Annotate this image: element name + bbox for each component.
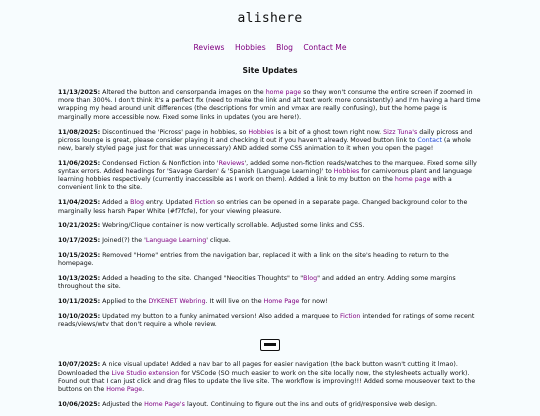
entry-text: for VSCode (SO much easier to work on the site locally now, the stylesheets actually work). Found out that I can just click and drag files to update the live site. The workflow is improving!!! Added some mouseover text to the buttons on the [58,369,476,393]
entry-date: 11/13/2025: [58,89,101,96]
site-title[interactable]: alishere [237,11,303,26]
entry-date: 10/06/2025: [58,400,101,408]
entry-text: Removed "Home" entries from the navigation bar, replaced it with a link on the site's heading to return to the homepage. [58,252,449,268]
blog-link[interactable]: Blog [303,275,318,283]
update-entry [58,129,482,154]
entry-text: with a convenient link to the site. [58,176,452,192]
entry-text: Applied to the [100,298,149,306]
page [0,11,540,409]
entry-text: " and added an entry. Adding some margins throughout the site. [58,275,456,291]
entry-date: 10/21/2025: [58,222,101,230]
entry-date: 11/04/2025: [58,199,101,207]
entry-date: 10/13/2025: [58,275,101,283]
entry-text: Adjusted the [100,400,145,408]
update-entry [58,199,482,215]
home-page-link[interactable]: home page [265,89,302,96]
nav-hobbies-link[interactable]: Hobbies [234,43,266,52]
update-entry [58,313,482,329]
entry-text: Added a [100,199,131,207]
hobbies-link[interactable]: Hobbies [333,168,360,175]
nav-blog-link[interactable]: Blog [276,43,293,52]
entry-text: Condensed Fiction & Nonfiction into ' [100,159,219,167]
hobbies-link[interactable]: Hobbies [248,128,274,136]
entry-text: for now! [299,298,328,306]
home-page-link[interactable]: Home Page's [144,400,185,408]
entry-date: 10/11/2025: [58,298,101,306]
update-entry [58,252,482,268]
update-entry [58,160,482,193]
entry-text: intended for ratings of some recent reads/views/wtv that don't require a whole review. [58,313,475,329]
entry-date: 10/07/2025: [58,361,101,369]
entry-date: 11/08/2025: [58,128,101,136]
divider [58,336,482,355]
entry-date: 11/06/2025: [58,159,101,167]
section-title: Site Updates [242,66,298,75]
update-entry [58,237,482,245]
entry-text: . It will live on the [205,298,264,306]
reviews-link[interactable]: Reviews [218,159,245,167]
entry-text: daily picross and picross lounge is great, please consider playing it and checking it out if you haven't already. Moved button link to [58,128,473,144]
entry-text: ', added some non-fiction reads/watches to the marquee. Fixed some silly syntax errors. Added headings for 'Savage Garden' & 'Spanish (Language Learning)' to [58,159,477,175]
nav-bar [0,43,540,52]
entry-text: Altered the button and censorpanda images on the [100,89,266,96]
update-entry [58,361,482,394]
entry-text: ' clique. [206,237,231,245]
entry-text: Joined(?) the ' [100,237,146,245]
entry-text: entry. Updated [144,199,195,207]
blog-link[interactable]: Blog [130,199,145,207]
nav-contact-link[interactable]: Contact Me [303,43,347,52]
home-page-link[interactable]: home page [394,176,431,184]
entry-text: Discontinued the 'Picross' page in hobbies, so [100,128,249,136]
update-entry [58,222,482,230]
update-entry [58,275,482,291]
sizz-tuna-link[interactable]: Sizz Tuna's [383,128,418,136]
dykenet-webring-link[interactable]: DYKENET Webring [148,298,206,306]
entry-date: 10/17/2025: [58,237,101,245]
entry-date: 10/15/2025: [58,252,101,260]
contact-link[interactable]: Contact [417,136,442,144]
fiction-link[interactable]: Fiction [194,199,216,207]
entry-text: Added a heading to the site. Changed "Neocities Thoughts" to " [100,275,304,283]
update-entry [58,89,482,122]
entry-text: so entries can be opened in a separate page. Changed background color to the marginally less harsh Paper White (#f7fcfe), for your viewing pleasure. [58,199,468,215]
entry-text: Webring/Clique container is now vertically scrollable. Adjusted some links and CSS. [100,222,365,230]
live-studio-link[interactable]: Live Studio extension [111,369,180,377]
entry-text: (a whole new, barely styled page just for that was unnecessary) AND added some CSS animation to it when you open the page! [58,136,471,152]
fiction-link[interactable]: Fiction [339,313,361,321]
entry-text: A nice visual update! Added a nav bar to all pages for easier navigation (the back button wasn't cutting it lmao). Downloaded the [58,361,458,377]
language-learning-link[interactable]: Language Learning [145,237,207,245]
updates-list [0,89,540,409]
entry-text: is a bit of a ghost town right now. [273,128,384,136]
entry-date: 10/10/2025: [58,313,101,321]
home-page-link[interactable]: Home Page [263,298,300,306]
entry-text: so they won't consume the entire screen if zoomed in more than 300%. I don't think it's a perfect fix (need to make the link and alt text work more consistently) and I'm having a hard time wrapping my head around unit differences (the descriptions for vmin and vmax are really confusing), but the home page is marginally more accessible now. Fixed some links in updates (you are here!). [58,89,481,121]
home-page-link[interactable]: Home Page [106,385,143,393]
entry-text: . [142,385,145,393]
entry-text: Updated my button to a funky animated version! Also added a marquee to [100,313,340,321]
entry-text: for carnivorous plant and language learning hobbies respectively (currently inaccessible as I work on them). Added a link to my button on the [58,168,472,184]
nav-reviews-link[interactable]: Reviews [193,43,225,52]
update-entry [58,298,482,306]
entry-text: layout. Continuing to figure out the ins and outs of grid/responsive web design. [184,400,438,408]
site-button-icon [260,339,280,351]
